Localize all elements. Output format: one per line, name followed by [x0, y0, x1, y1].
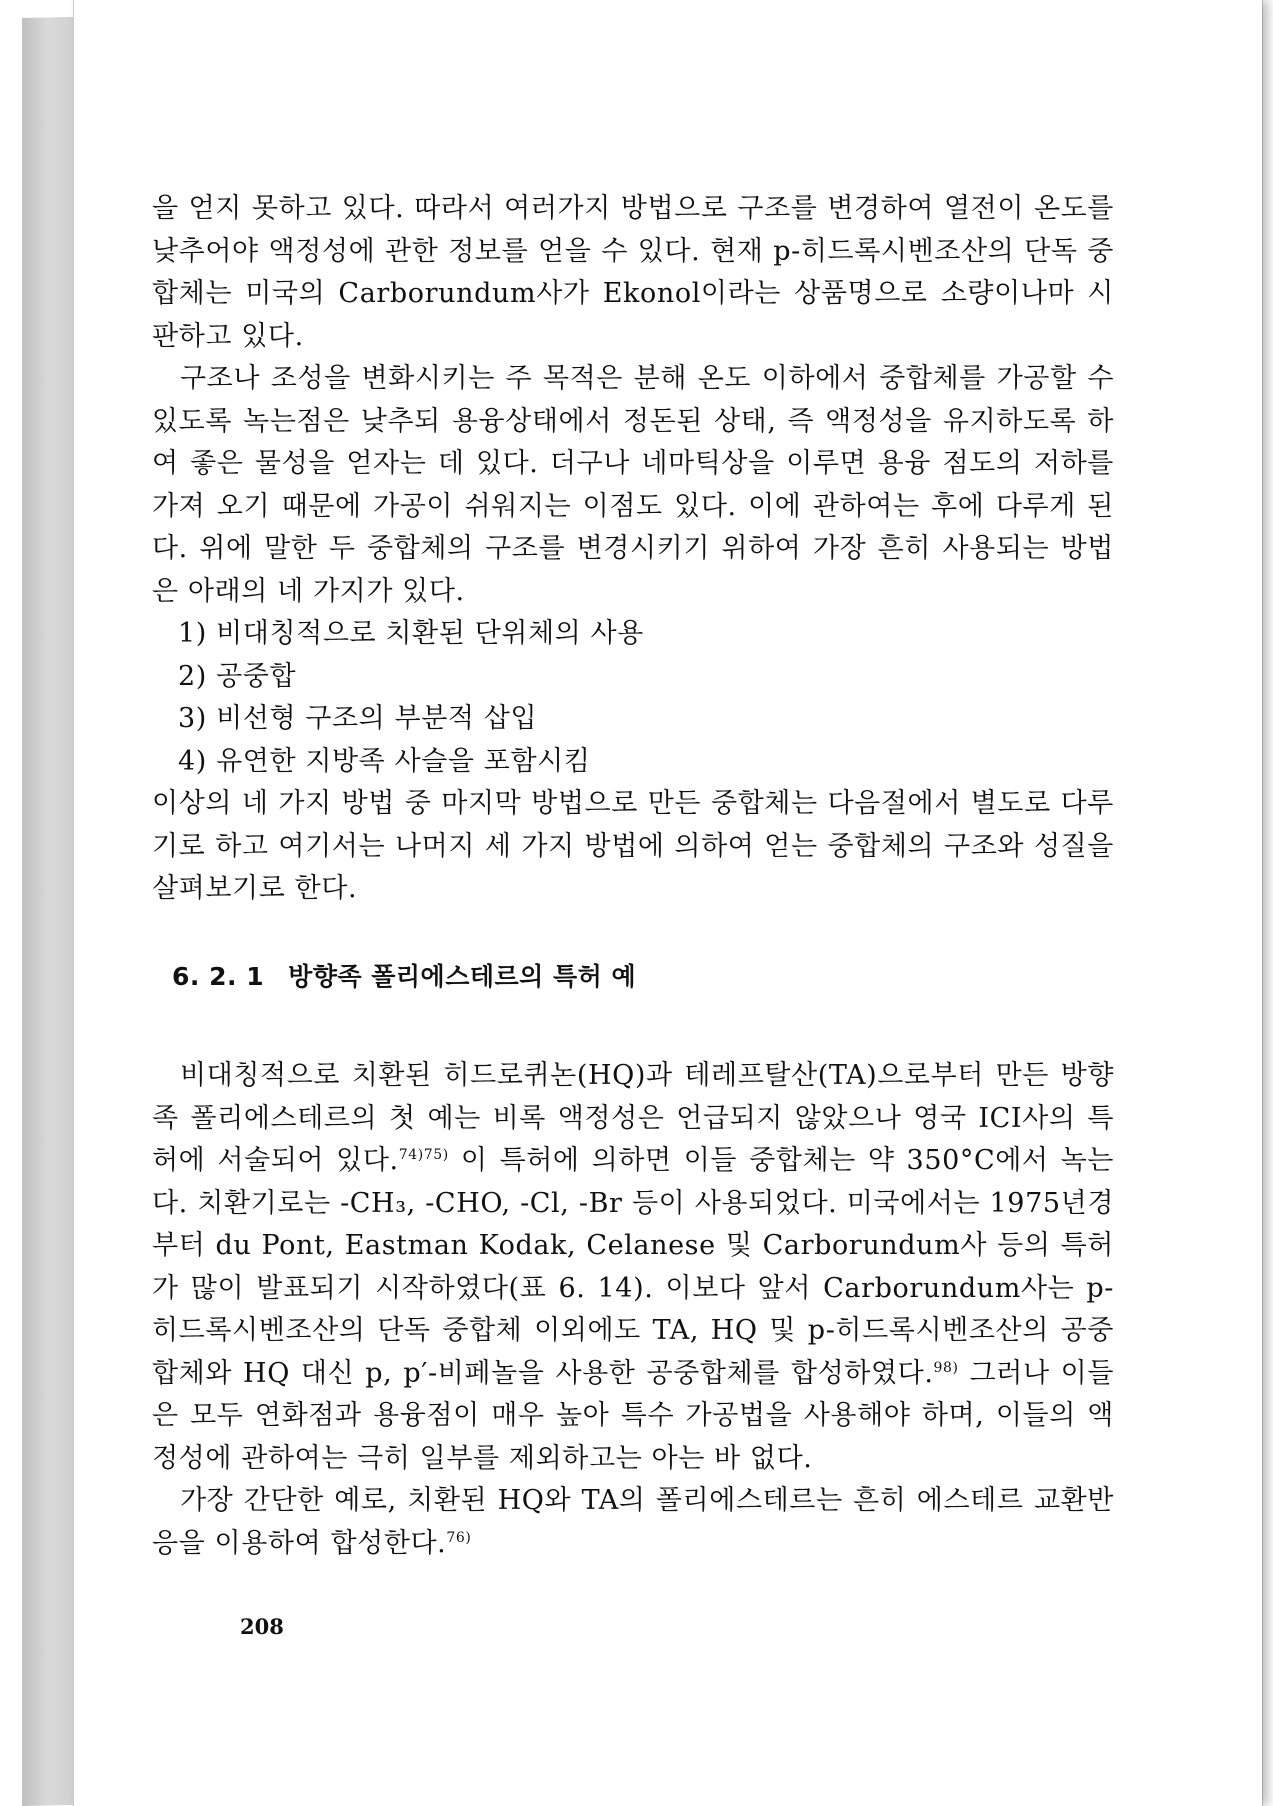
- section-title: 방향족 폴리에스테르의 특허 예: [288, 961, 637, 991]
- section-heading: [172, 956, 1114, 999]
- list-item: 3) 비선형 구조의 부분적 삽입: [178, 703, 538, 734]
- list-item: 4) 유연한 지방족 사슬을 포함시킴: [178, 745, 591, 777]
- paragraph-1: 을 얻지 못하고 있다. 따라서 여러가지 방법으로 구조를 변경하여 열전이 온도를 낮추어야 액정성에 관한 정보를 얻을 수 있다. 현재 p-히드록시벤조산의 단독 중합체는 미국의 Carborundum사가 Ekonol이라는 상품명으로 소량이나마 시판하고 있다.: [152, 193, 1114, 352]
- method-list: [152, 613, 1114, 783]
- paragraph-4-text-c: 그러나 이들은 모두 연화점과 용융점이 매우 높아 특수 가공법을 사용해야 하며, 이들의 액정성에 관하여는 극히 일부를 제외하고는 아는 바 없다.: [152, 1357, 1114, 1474]
- paragraph-2: 구조나 조성을 변화시키는 주 목적은 분해 온도 이하에서 중합체를 가공할 수 있도록 녹는점은 낮추되 용융상태에서 정돈된 상태, 즉 액정성을 유지하도록 하여 좋은 물성을 얻자는 데 있다. 더구나 네마틱상을 이루면 용융 점도의 저하를 가져 오기 때문에 가공이 쉬워지는 이점도 있다. 이에 관하여는 후에 다루게 된다. 위에 말한 두 중합체의 구조를 변경시키기 위하여 가장 흔히 사용되는 방법은 아래의 네 가지가 있다.: [152, 363, 1114, 607]
- paragraph-4: [152, 1055, 1114, 1480]
- list-item: 2) 공중합: [178, 660, 297, 692]
- paragraph-3: 이상의 네 가지 방법 중 마지막 방법으로 만든 중합체는 다음절에서 별도로 다루기로 하고 여기서는 나머지 세 가지 방법에 의하여 얻는 중합체의 구조와 성질을 살펴보기로 한다.: [152, 788, 1114, 904]
- paragraph-4-text-b: 이 특허에 의하면 이들 중합체는 약 350°C에서 녹는다. 치환기로는 -CH₃, -CHO, -Cl, -Br 등이 사용되었다. 미국에서는 1975년경부터 du Pont, Eastman Kodak, Celanese 및 Carborundum사 등의 특허가 많이 발표되기 시작하였다(표 6. 14). 이보다 앞서 Carborundum사는 p-히드록시벤조산의 단독 중합체 이외에도 TA, HQ 및 p-히드록시벤조산의 공중합체와 HQ 대신 p, p′-비페놀을 사용한 공중합체를 합성하였다.: [152, 1145, 1114, 1389]
- list-item: 1) 비대칭적으로 치환된 단위체의 사용: [178, 618, 644, 649]
- section-number: 6. 2. 1: [172, 961, 265, 991]
- reference-marker: 74)75): [398, 1147, 449, 1163]
- paragraph-5-text: 가장 간단한 예로, 치환된 HQ와 TA의 폴리에스테르는 흔히 에스테르 교환반응을 이용하여 합성한다.: [152, 1485, 1114, 1559]
- page-content: [152, 188, 1114, 1565]
- reference-marker: 76): [446, 1529, 472, 1546]
- paragraph-4-text-a: 비대칭적으로 치환된 히드로퀴논(HQ)과 테레프탈산(TA)으로부터 만든 방향족 폴리에스테르의 첫 예는 비록 액정성은 언급되지 않았으나 영국 ICI사의 특허에 서술되어 있다.: [152, 1060, 1114, 1176]
- paragraph-5: [152, 1480, 1114, 1565]
- page-number: 208: [240, 1614, 284, 1639]
- book-spine: [22, 17, 80, 1806]
- reference-marker: 98): [933, 1359, 959, 1376]
